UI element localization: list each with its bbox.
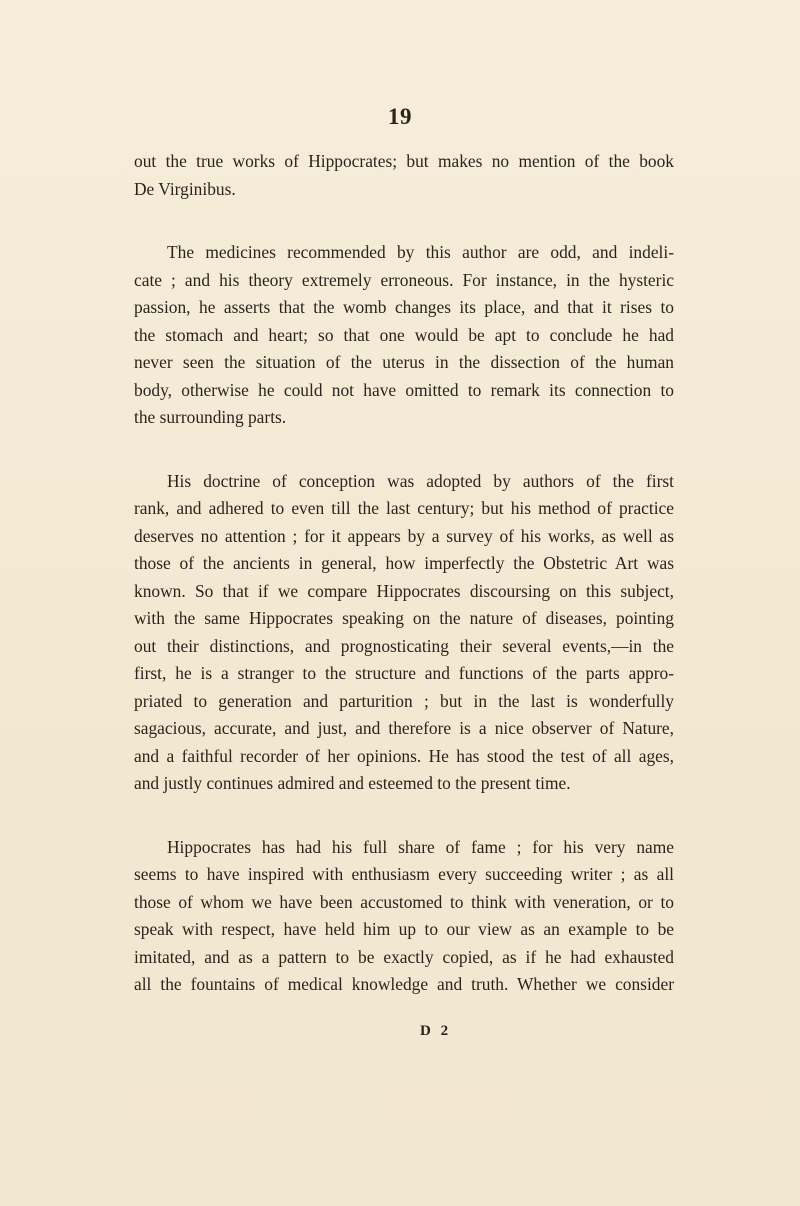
- text-line: rank, and adhered to even till the last century; but his method of practice: [134, 498, 674, 518]
- text-line: the surrounding parts.: [134, 407, 287, 427]
- text-line: the stomach and heart; so that one would be apt to conclude he had: [134, 324, 674, 345]
- paragraph-4: [134, 834, 674, 999]
- text-line: The medicines recommended by this author are odd, and indeli-: [167, 242, 674, 262]
- text-line: imitated, and as a pattern to be exactly copied, as if he had exhausted: [134, 946, 674, 967]
- text-line: and a faithful recorder of her opinions. He has stood the test of all ages,: [134, 745, 674, 766]
- text-line: with the same Hippocrates speaking on the nature of diseases, pointing: [134, 608, 674, 628]
- text-line: body, otherwise he could not have omitted to remark its connection to: [134, 379, 674, 400]
- text-line: passion, he asserts that the womb changes its place, and that it rises to: [134, 297, 674, 317]
- body-text: [134, 148, 674, 999]
- text-line: speak with respect, have held him up to our view as an example to be: [134, 919, 674, 939]
- text-line: seems to have inspired with enthusiasm every succeeding writer ; as all: [134, 864, 674, 884]
- text-line: those of whom we have been accustomed to think with veneration, or to: [134, 891, 674, 912]
- text-line: cate ; and his theory extremely erroneous. For instance, in the hysteric: [134, 269, 674, 290]
- text-line: first, he is a stranger to the structure and functions of the parts appro-: [134, 663, 674, 683]
- paragraph-1: [134, 148, 674, 203]
- text-line: known. So that if we compare Hippocrates discoursing on this subject,: [134, 580, 674, 601]
- text-line: and justly continues admired and esteemed to the present time.: [134, 773, 571, 793]
- text-line: never seen the situation of the uterus in the dissection of the human: [134, 352, 674, 372]
- text-line: sagacious, accurate, and just, and therefore is a nice observer of Nature,: [134, 718, 674, 738]
- paragraph-2: [134, 239, 674, 432]
- text-line: out their distinctions, and prognosticating their several events,—in the: [134, 635, 674, 656]
- paragraph-3: [134, 468, 674, 798]
- text-line: those of the ancients in general, how imperfectly the Obstetric Art was: [134, 553, 674, 573]
- text-line: out the true works of Hippocrates; but makes no mention of the book: [134, 151, 674, 171]
- text-line: His doctrine of conception was adopted by authors of the first: [167, 470, 674, 491]
- signature-mark: D 2: [420, 1023, 452, 1039]
- text-line: priated to generation and parturition ; but in the last is wonderfully: [134, 690, 674, 711]
- text-line: all the fountains of medical knowledge and truth. Whether we consider: [134, 974, 674, 994]
- text-line: deserves no attention ; for it appears by a survey of his works, as well as: [134, 525, 674, 546]
- text-line: De Virginibus.: [134, 178, 236, 199]
- page-number: 19: [388, 104, 412, 129]
- text-line: Hippocrates has had his full share of fame ; for his very name: [167, 836, 674, 857]
